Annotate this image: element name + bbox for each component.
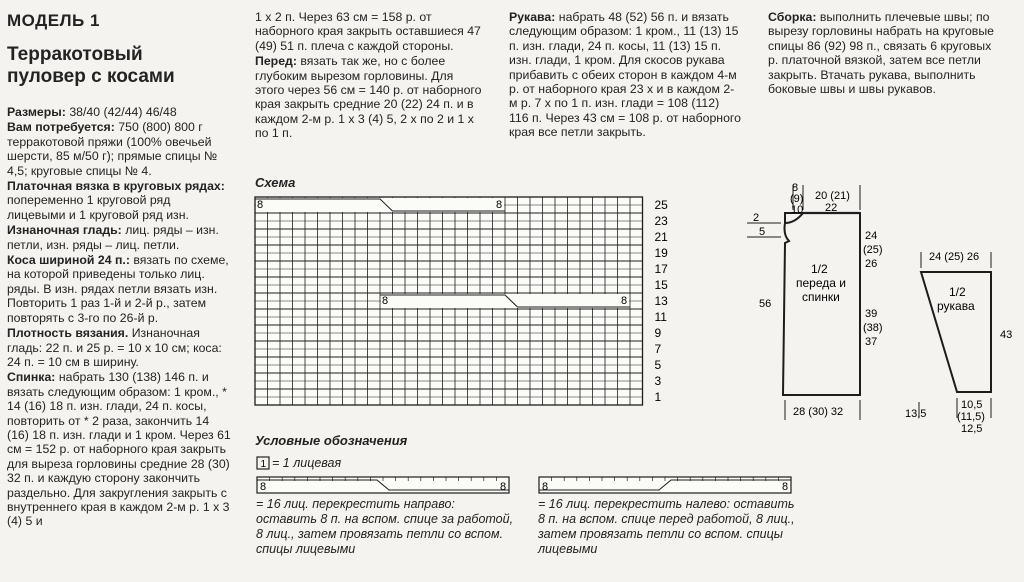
chart-row-label: 9 xyxy=(654,326,662,340)
back-continued-paragraph: 1 х 2 п. Через 63 см = 158 р. от наборного края закрыть оставшиеся 47 (49) 51 п. плеча с каждой стороны. xyxy=(255,10,481,53)
sleeves-paragraph xyxy=(509,10,741,140)
front-label: Перед: xyxy=(255,54,297,69)
chart-row-label: 15 xyxy=(654,278,668,292)
chart-row-label: 19 xyxy=(654,246,668,260)
knit-symbol-text: 1 xyxy=(260,459,267,470)
sizes-label: Размеры: xyxy=(7,105,66,119)
body-outline xyxy=(783,213,860,395)
side-3: 37 xyxy=(865,336,878,348)
assembly-label: Сборка: xyxy=(768,10,817,24)
sizes-text: 38/40 (42/44) 46/48 xyxy=(69,105,177,119)
cable-band xyxy=(381,294,629,308)
cable-chart xyxy=(250,190,670,415)
chart-row-label: 1 xyxy=(654,390,662,404)
cuff-2: (11,5) xyxy=(957,411,985,423)
chart-row-label: 21 xyxy=(654,230,668,244)
legend-count-left: 8 xyxy=(260,481,267,493)
armhole-2: (25) xyxy=(863,244,883,256)
purl-paragraph xyxy=(7,223,232,252)
legend-left-cross-symbol xyxy=(537,475,802,497)
sleeve-height: 43 xyxy=(1000,329,1013,341)
materials-text: 750 (800) 800 г терракотовой пряжи (100% овечьей шерсти, 85 м/50 г); прямые спицы № 4,5; круговые спицы № 4. xyxy=(7,120,218,178)
cuff-1: 10,5 xyxy=(961,399,983,411)
column-1 xyxy=(7,105,232,530)
title-line-1: Терракотовый xyxy=(7,44,143,65)
chart-row-label: 3 xyxy=(654,374,662,388)
chart-row-label: 25 xyxy=(654,198,668,212)
legend-knit-symbol xyxy=(256,456,270,470)
page-title xyxy=(7,44,175,88)
front-text: вязать так же, но с более глубоким вырезом горловины. Для этого через 56 см = 140 р. от наборного края закрыть средние 20 (22) 24 п. и в каждом 2-м р. 1 х 3 (4) 5, 2 х по 2 и 1 х по 1 п. xyxy=(255,54,482,141)
rib-label: Платочная вязка в круговых рядах: xyxy=(7,179,225,194)
sleeve-label-2: рукава xyxy=(937,299,975,313)
model-number: МОДЕЛЬ 1 xyxy=(7,11,100,30)
cuff-3: 12,5 xyxy=(961,423,983,435)
cable-count-right: 8 xyxy=(621,295,628,307)
neck-depth-bottom: 5 xyxy=(759,226,766,238)
column-2 xyxy=(255,10,483,142)
shoulder-width-b: 22 xyxy=(825,202,838,214)
cable-count-right: 8 xyxy=(496,199,503,211)
cable-band xyxy=(256,198,504,212)
purl-text: лиц. ряды – изн. петли, изн. ряды – лиц. петли. xyxy=(7,223,219,252)
legend-knit-text: = 1 лицевая xyxy=(272,456,342,470)
side-1: 39 xyxy=(865,308,878,320)
chart-row-label: 7 xyxy=(654,342,662,356)
cable-count-left: 8 xyxy=(257,199,264,211)
column-4 xyxy=(768,10,1000,97)
sleeve-label-1: 1/2 xyxy=(949,285,966,299)
materials-paragraph xyxy=(7,120,232,178)
legend-count-right: 8 xyxy=(500,481,507,493)
shoulder-width-a: 20 (21) xyxy=(815,190,850,202)
legend-right-cross-text: = 16 лиц. перекрестить направо: оставить 8 п. на вспом. спице за работой, 8 лиц., затем провязать петли со вспом. спицы лицевыми xyxy=(256,497,514,556)
gauge-label: Плотность вязания. xyxy=(7,326,129,341)
cable-text: вязать по схеме, на которой приведены только лиц. ряды. В изн. рядах петли вязать изн. Повторить 1 раз 1-й и 2-й р., затем повторять с 3-го по 26-й р. xyxy=(7,253,229,325)
legend-right-cross-symbol xyxy=(255,475,520,497)
sleeve-top-width: 24 (25) 26 xyxy=(929,251,980,263)
legend-count-right: 8 xyxy=(782,481,789,493)
chart-row-labels xyxy=(655,198,669,404)
chart-row-label: 5 xyxy=(654,358,662,372)
purl-label: Изнаночная гладь: xyxy=(7,223,122,238)
armhole-1: 24 xyxy=(865,230,878,242)
back-paragraph xyxy=(7,370,232,528)
sizes-paragraph xyxy=(7,105,232,119)
chart-row-label: 11 xyxy=(654,310,667,324)
materials-label: Вам потребуется: xyxy=(7,120,115,135)
armhole-3: 26 xyxy=(865,258,878,270)
neck-width-1: 8 xyxy=(792,182,799,194)
legend-count-left: 8 xyxy=(542,481,549,493)
body-schematic xyxy=(745,175,885,425)
back-label: Спинка: xyxy=(7,370,56,385)
cuff-left: 13,5 xyxy=(905,408,927,420)
cable-paragraph xyxy=(7,253,232,325)
sleeves-text: набрать 48 (52) 56 п. и вязать следующим образом: 1 кром., 11 (13) 15 п. изн. глади, 24 п. косы, 11 (13) 15 п. изн. глади, 1 кром. Для скосов рукава прибавить с обеих сторон в каждом 4-м р. от наборного края 23 х и в каждом 2-м р. 7 х по 1 п. изн. глади = 108 (112) 116 п. Через 43 см = 108 р. от наборного края все петли закрыть. xyxy=(509,10,741,140)
legend-title: Условные обозначения xyxy=(255,433,408,448)
chart-row-label: 13 xyxy=(654,294,668,308)
front-paragraph xyxy=(255,54,483,140)
side-2: (38) xyxy=(863,322,883,334)
rib-paragraph xyxy=(7,179,232,222)
neck-depth-top: 2 xyxy=(753,212,760,224)
chart-row-label: 23 xyxy=(654,214,668,228)
assembly-paragraph xyxy=(768,10,1000,96)
body-label-2: переда и xyxy=(796,276,846,290)
cable-count-left: 8 xyxy=(382,295,389,307)
chart-row-label: 17 xyxy=(654,262,668,276)
gauge-text: Изнаночная гладь: 22 п. и 25 р. = 10 х 10 см; коса: 24 п. = 10 см в ширину. xyxy=(7,326,222,369)
title-line-2: пуловер с косами xyxy=(7,66,175,87)
bottom-width: 28 (30) 32 xyxy=(793,406,844,418)
sleeves-label: Рукава: xyxy=(509,10,556,24)
legend-left-cross-text: = 16 лиц. перекрестить налево: оставить 8 п. на вспом. спице перед работой, 8 лиц., затем провязать петли со вспом. спицы лицевыми xyxy=(538,497,795,556)
rib-text: попеременно 1 круговой ряд лицевыми и 1 круговой ряд изн. xyxy=(7,193,189,222)
assembly-text: выполнить плечевые швы; по вырезу горловины набрать на круговые спицы 86 (92) 98 п., связать 6 круговых р. платочной вязкой, затем все петли закрыть. Втачать рукава, выполнить боковые швы и швы рукавов. xyxy=(768,10,994,97)
gauge-paragraph xyxy=(7,326,232,369)
sleeve-schematic xyxy=(905,240,1024,440)
chart-title: Схема xyxy=(255,175,296,190)
neck-width-3: 10 xyxy=(791,204,804,216)
body-label-3: спинки xyxy=(802,290,840,304)
neck-width-2: (9) xyxy=(790,193,804,205)
total-height: 56 xyxy=(759,298,772,310)
cable-label: Коса шириной 24 п.: xyxy=(7,253,130,268)
back-text: набрать 130 (138) 146 п. и вязать следующим образом: 1 кром., * 14 (16) 18 п. изн. глади, 24 п. косы, повторить от * 2 раза, закончить 14 (16) 18 п. изн. глади и 1 кром. Через 61 см = 152 р. от наборного края закрыть для выреза горловины средние 28 (30) 32 п. и каждую сторону закончить раздельно. Для закругления закрыть с внутреннего края в каждом 2-м р. 1 х 3 (4) 5 и xyxy=(7,370,231,529)
body-label-1: 1/2 xyxy=(811,262,828,276)
column-3 xyxy=(509,10,741,141)
